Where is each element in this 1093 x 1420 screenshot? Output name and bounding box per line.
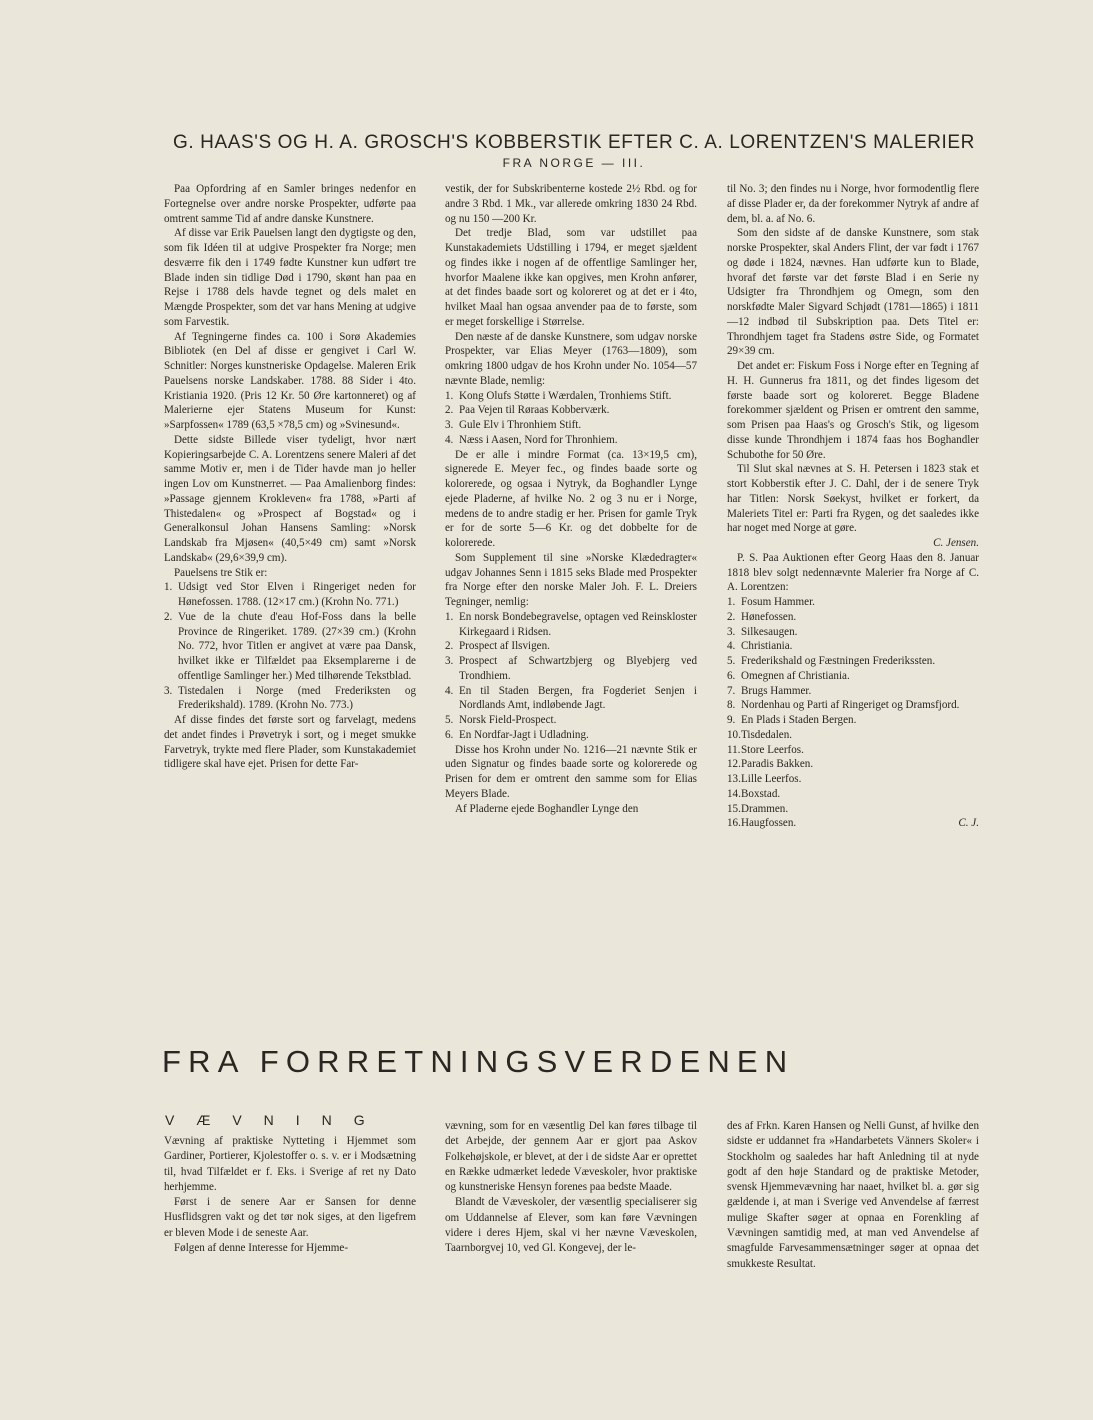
paragraph: Vævning af praktiske Nytteting i Hjemmet som Gardiner, Portierer, Kjolestoffer o. s. v. er i Modsætning til, hvad Tilfældet er f. Eks. i Sverige af ret ny Dato herhjemme. <box>164 1135 416 1193</box>
article-title: G. HAAS'S OG H. A. GROSCH'S KOBBERSTIK EFTER C. A. LORENTZEN'S MALERIER <box>172 132 976 153</box>
numbered-list <box>164 580 416 713</box>
paragraph: Af disse var Erik Pauelsen langt den dygtigste og den, som fik Idéen til at udgive Prospekter fra Norge; men desværre fik den i 1749 fødte Kunstner kun udført tre Blade inden sin tidlige Død i 1790, skønt han paa en Rejse i 1788 dels havde tegnet og dels malet en Mængde Prospekter, som det var hans Mening at udgive som Farvestik. <box>164 227 416 328</box>
article-column-1 <box>164 182 416 772</box>
list-item: 14. Boxstad. <box>727 787 781 800</box>
paragraph: Det tredje Blad, som var udstillet paa Kunstakademiets Udstilling i 1794, er meget sjældent og findes ikke i nogen af de offentlige Samlinger her, hvorfor Maalene ikke kan opgives, men Krohn anfører, at det findes baade sort og koloreret og at det er i 4to, hvilket Maal han ogsaa anvender paa de to første, som er meget forskellige i Størrelse. <box>445 227 697 328</box>
paragraph: De er alle i mindre Format (ca. 13×19,5 cm), signerede E. Meyer fec., og findes baade sorte og kolorerede, og ogsaa i Nytryk, da Boghandler Lynge ejede Pladerne, af hvilke No. 2 og 3 nu er i Norge, medens de to andre stadig er her. Prisen for gamle Tryk er for de sorte 5—6 Kr. og det dobbelte for de kolorerede. <box>445 448 697 549</box>
paragraph: Som Supplement til sine »Norske Klædedragter« udgav Johannes Senn i 1815 seks Blade med Prospekter fra Norge efter den norske Maler Joh. F. L. Dreiers Tegninger, nemlig: <box>445 551 697 608</box>
list-item: 6. Omegnen af Christiania. <box>727 669 850 682</box>
paragraph: vestik, der for Subskribenterne kostede 2½ Rbd. og for andre 3 Rbd. 1 Mk., var allerede omkring 1830 24 Rbd. og nu 150 —200 Kr. <box>445 183 697 225</box>
list-item: 12. Paradis Bakken. <box>727 758 814 771</box>
list-item: 3. Tistedalen i Norge (med Frederiksten og Frederikshald). 1789. (Krohn No. 773.) <box>164 684 416 712</box>
paragraph: Disse hos Krohn under No. 1216—21 nævnte Stik er uden Signatur og findes baade sorte og kolorerede og Prisen for dem er omtrent den samme som for Elias Meyers Blade. <box>445 743 697 800</box>
paragraph: Af Tegningerne findes ca. 100 i Sorø Akademies Bibliotek (en Del af disse er gengivet i Carl W. Schnitler: Norges kunstneriske Opdagelse. Maleren Erik Pauelsens norske Landskaber. 1788. 88 Sider i 4to. Kristiania 1920. (Pris 12 Kr. 50 Øre kartonneret) og af Malerierne ejer Statens Museum for Kunst: »Sarpfossen« 1789 (63,5 ×78,5 cm) og »Svinesund«. <box>164 330 416 431</box>
list-item: 6. En Nordfar-Jagt i Udladning. <box>445 728 589 741</box>
section-column-3 <box>727 1119 979 1272</box>
list-item: 16. Haugfossen. C. J. <box>727 817 979 830</box>
list-item: 4. Christiania. <box>727 640 793 653</box>
paragraph: til No. 3; den findes nu i Norge, hvor formodentlig flere af disse Plader er, da der forekommer Nytryk af andre af dem, bl. a. af No. 6. <box>727 183 979 225</box>
section-subheading: VÆVNING <box>165 1112 387 1128</box>
list-item: 9. En Plads i Staden Bergen. <box>727 714 857 726</box>
list-item: 2. Hønefossen. <box>727 610 797 623</box>
section-heading: FRA FORRETNINGSVERDENEN <box>162 1044 795 1079</box>
list-item: 4. En til Staden Bergen, fra Fogderiet Senjen i Nordlands Amt, indløbende Jagt. <box>445 684 697 712</box>
list-item: 1. Kong Olufs Støtte i Wærdalen, Tronhiems Stift. <box>445 389 672 402</box>
paragraph: Paa Opfordring af en Samler bringes nedenfor en Fortegnelse over andre norske Prospekter, udførte paa omtrent samme Tid af andre danske Kunstnere. <box>164 183 416 225</box>
list-item: 1. En norsk Bondebegravelse, optagen ved Reinskloster Kirkegaard i Ridsen. <box>445 610 697 638</box>
numbered-list <box>445 610 697 743</box>
list-item: 5. Norsk Field-Prospect. <box>445 714 557 726</box>
list-item: 11. Store Leerfos. <box>727 743 804 756</box>
article-subtitle: FRA NORGE — III. <box>502 156 646 170</box>
numbered-list <box>445 389 697 448</box>
paragraph: Pauelsens tre Stik er: <box>174 566 268 579</box>
section-column-2 <box>445 1119 697 1257</box>
paragraph: P. S. Paa Auktionen efter Georg Haas den 8. Januar 1818 blev solgt nedennævnte Malerier fra Norge af C. A. Lorentzen: <box>727 551 979 594</box>
list-item: 1. Udsigt ved Stor Elven i Ringeriget neden for Hønefossen. 1788. (12×17 cm.) (Krohn No. 771.) <box>164 581 416 608</box>
list-item: 3. Silkesaugen. <box>727 625 798 638</box>
numbered-list <box>727 595 979 831</box>
author-signature: C. Jensen. <box>933 537 979 549</box>
paragraph: Blandt de Væveskoler, der væsentlig specialiserer sig om Uddannelse af Elever, som kan føre Vævningen videre i deres Hjem, skal vi her nævne Væveskolen, Taarnborgvej 10, ved Gl. Kongevej, der le- <box>445 1196 697 1255</box>
paragraph: Det andet er: Fiskum Foss i Norge efter en Tegning af H. H. Gunnerus fra 1811, og det findes ligesom det første baade sort og koloreret. Begge Bladene forekommer sjældent og Prisen er omtrent den samme, som Prisen paa Haas's og Grosch's Stik, og ligesom disse kunde Throndhjem i 1874 faas hos Boghandler Schubothe for 50 Øre. <box>727 360 979 461</box>
list-item: 7. Brugs Hammer. <box>727 684 812 697</box>
list-item: 5. Frederikshald og Fæstningen Frederikssten. <box>727 655 936 667</box>
section-column-1 <box>164 1134 416 1256</box>
paragraph: Af disse findes det første sort og farvelagt, medens det andet findes i Prøvetryk i sort, og i meget smukke Farvetryk, trykte med flere Plader, som Kunstakademiet tidligere skal have ejet. Prisen for dette Far- <box>164 714 416 771</box>
paragraph: Som den sidste af de danske Kunstnere, som stak norske Prospekter, skal Anders Flint, der var født i 1767 og døde i 1824, nævnes. Han udførte kun to Blade, hvoraf det første var det første Blad i en Serie ny Udsigter fra Throndhjem og Omegn, som den norskfødte Maler Sigvard Schjødt (1781—1865) i 1811—12 indbød til Subskription paa. Dets Titel er: Throndhjem taget fra Stadens østre Side, og Formatet 29×39 cm. <box>727 227 979 358</box>
list-item: 3. Gule Elv i Thronhiem Stift. <box>445 419 582 431</box>
paragraph: vævning, som for en væsentlig Del kan føres tilbage til det Arbejde, der gennem Aar er gjort paa Askov Folkehøjskole, er blevet, at der i de sidste Aar er oprettet en Række udmærket ledede Væveskoler, hvor praktiske og kunstneriske Hensyn forenes paa bedste Maade. <box>445 1120 697 1194</box>
list-item: 1. Fosum Hammer. <box>727 596 815 608</box>
list-item: 8. Nordenhau og Parti af Ringeriget og Dramsfjord. <box>727 699 960 712</box>
paragraph: Af Pladerne ejede Boghandler Lynge den <box>455 802 639 815</box>
article-column-3 <box>727 182 979 831</box>
paragraph: Først i de senere Aar er Sansen for denne Husflidsgren vakt og det tør nok siges, at den ligefrem er bleven Mode i de seneste Aar. <box>164 1196 416 1239</box>
list-item: 15. Drammen. <box>727 802 789 815</box>
list-item: 2. Prospect af Ilsvigen. <box>445 640 550 653</box>
list-item: 4. Næss i Aasen, Nord for Thronhiem. <box>445 433 618 446</box>
list-item: 3. Prospect af Schwartzbjerg og Blyebjerg ved Trondhiem. <box>445 655 697 682</box>
paragraph: Til Slut skal nævnes at S. H. Petersen i 1823 stak et stort Kobberstik efter J. C. Dahl, der i de senere Tryk har Titlen: Norsk Søekyst, hvilket er forkert, da Maleriets Titel er: Parti fra Rygen, og det saaledes ikke har noget med Norge at gøre. <box>727 463 979 535</box>
paragraph: Følgen af denne Interesse for Hjemme- <box>174 1242 349 1255</box>
paragraph: Den næste af de danske Kunstnere, som udgav norske Prospekter, var Elias Meyer (1763—1809), som omkring 1800 udgav de hos Krohn under No. 1054—57 nævnte Blade, nemlig: <box>445 330 697 387</box>
article-column-2 <box>445 182 697 816</box>
list-item: 10. Tisdedalen. <box>727 728 793 741</box>
author-initials: C. J. <box>958 817 979 830</box>
paragraph: Dette sidste Billede viser tydeligt, hvor nært Kopieringsarbejde C. A. Lorentzens senere Maleri af det samme Motiv er, men i de Tider havde man jo heller ingen Lov om Kunstnerret. — Paa Amalienborg findes: »Passage gjennem Krokleven« fra 1788, »Parti af Thistedalen« og »Prospect af Bogstad« og i Generalkonsul Johan Hansens Samling: »Norsk Landskab fra Mjøsen« (40,5×49 cm) samt »Norsk Landskab« (29,6×39,9 cm). <box>164 433 416 564</box>
paragraph: des af Frkn. Karen Hansen og Nelli Gunst, af hvilke den sidste er uddannet fra »Handarbetets Vänners Skoler« i Stockholm og saaledes har haft Anledning til at nyde godt af den høje Standard og de praktiske Metoder, svensk Hjemmevævning har naaet, hvilket bl. a. gør sig gældende i, at man i Sverige ved Anvendelse af færrest mulige Skafter søger at opnaa en Forenkling af Vævningen samtidig med, at man ved Anvendelse af smagfulde Farvesammensætninger søger at opnaa det smukkeste Resultat. <box>727 1120 979 1270</box>
list-item: 2. Vue de la chute d'eau Hof-Foss dans la belle Province de Ringeriket. 1789. (27×39 cm.) (Krohn No. 772, hvor Titlen er angivet at være paa Dansk, hvilket ikke er Tilfældet paa Eksemplarerne i de offentlige Samlinger her.) Med tilhørende Tekstblad. <box>164 610 416 682</box>
list-item: 13. Lille Leerfos. <box>727 773 802 785</box>
list-item: 2. Paa Vejen til Røraas Kobberværk. <box>445 404 610 417</box>
